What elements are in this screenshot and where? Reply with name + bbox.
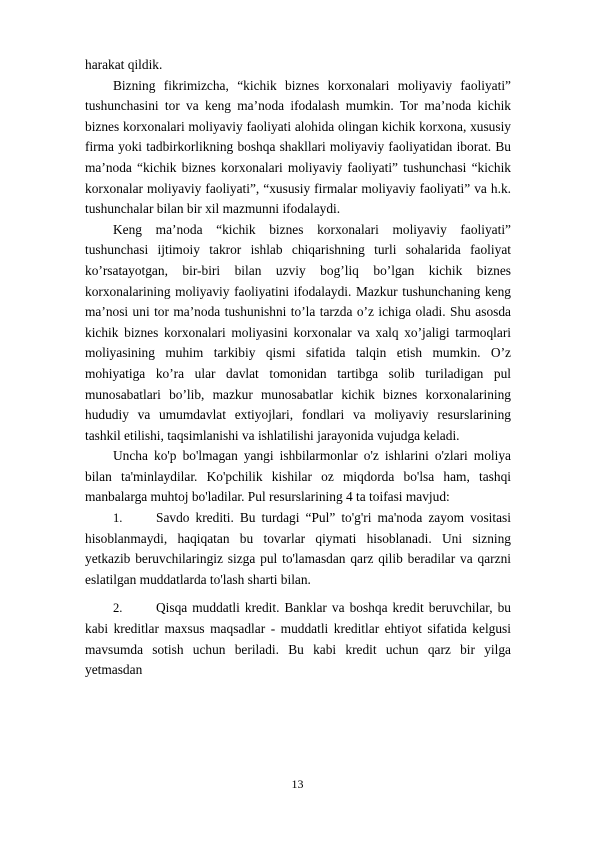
list-item-number: 2. [113,601,123,616]
paragraph-definition-narrow: Bizning fikrimizcha, “kichik biznes korxonalari moliyaviy faoliyati” tushunchasini tor va keng ma’noda ifodalash mumkin. Tor ma’noda kichik biznes korxonalari moliyaviy faoliyati alohida olingan kichik korxona, xususiy firma yoki tadbirkorlikning boshqa shakllari moliyaviy faoliyatidan iborat. Bu ma’noda “kichik biznes korxonalari moliyaviy faoliyati” tushunchasi “kichik korxonalar moliyaviy faoliyati”, “xususiy firmalar moliyaviy faoliyati” va h.k. tushunchalar bilan bir xil mazmunni ifodalaydi. [85,77,511,217]
document-page [85,55,511,681]
paragraph-funding-sources: Uncha ko'p bo'lmagan yangi ishbilarmonlar o'z ishlarini o'zlari moliya bilan ta'minlaydilar. Ko'pchilik kishilar oz miqdorda bo'lsa ham, tashqi manbalarga muhtoj bo'ladilar. Pul resurslarining 4 ta toifasi mavjud: [85,448,511,505]
list-item-trade-credit [85,508,511,590]
list-item-text: Savdo krediti. Bu turdagi “Pul” to'g'ri ma'noda zayom vositasi hisoblanmaydi, haqiqatan bu tovarlar qiymati hisoblanadi. Uni sizning yetkazib beruvchilaringiz sizga pul to'lamasdan qarz qilib beradilar va qarzni eslatilgan muddatlarda to'lash sharti bilan. [85,510,511,587]
list-item-number: 1. [113,511,123,526]
list-item-text: Qisqa muddatli kredit. Banklar va boshqa kredit beruvchilar, bu kabi kreditlar maxsus maqsadlar - muddatli kreditlar ehtiyot sifatida kelgusi mavsumda sotish uchun beriladi. Bu kabi kredit uchun qarz bir yilga yetmasdan [85,600,511,678]
page-number: 13 [291,777,304,791]
paragraph-continuation: harakat qildik. [85,57,163,72]
paragraph-definition-broad: Keng ma’noda “kichik biznes korxonalari moliyaviy faoliyati” tushunchasi ijtimoiy takror ishlab chiqarishning turli sohalarida faoliyat ko’rsatayotgan, bir-biri bilan uzviy bog’liq bo’lgan kichik biznes korxonalarining moliyaviy faoliyatini ifodalaydi. Mazkur tushunchaning keng ma’nosi uni tor ma’noda tushunishni to’la tarzda o’z ichiga oladi. Shu asosda kichik biznes korxonalari moliyasini korxonalar va xalq xo’jaligi tarmoqlari moliyasining muhim tarkibiy qismi sifatida talqin etish mumkin. O’z mohiyatiga ko’ra ular davlat tomonidan tartibga solib turiladigan pul munosabatlari bo’lib, mazkur munosabatlar kichik biznes korxonalarining hududiy va umumdavlat extiyojlari, fondlari va moliyaviy resurslarining tashkil etilishi, taqsimlanishi va ishlatilishi jarayonida vujudga keladi. [85,221,511,443]
list-item-short-term-credit [85,598,511,680]
